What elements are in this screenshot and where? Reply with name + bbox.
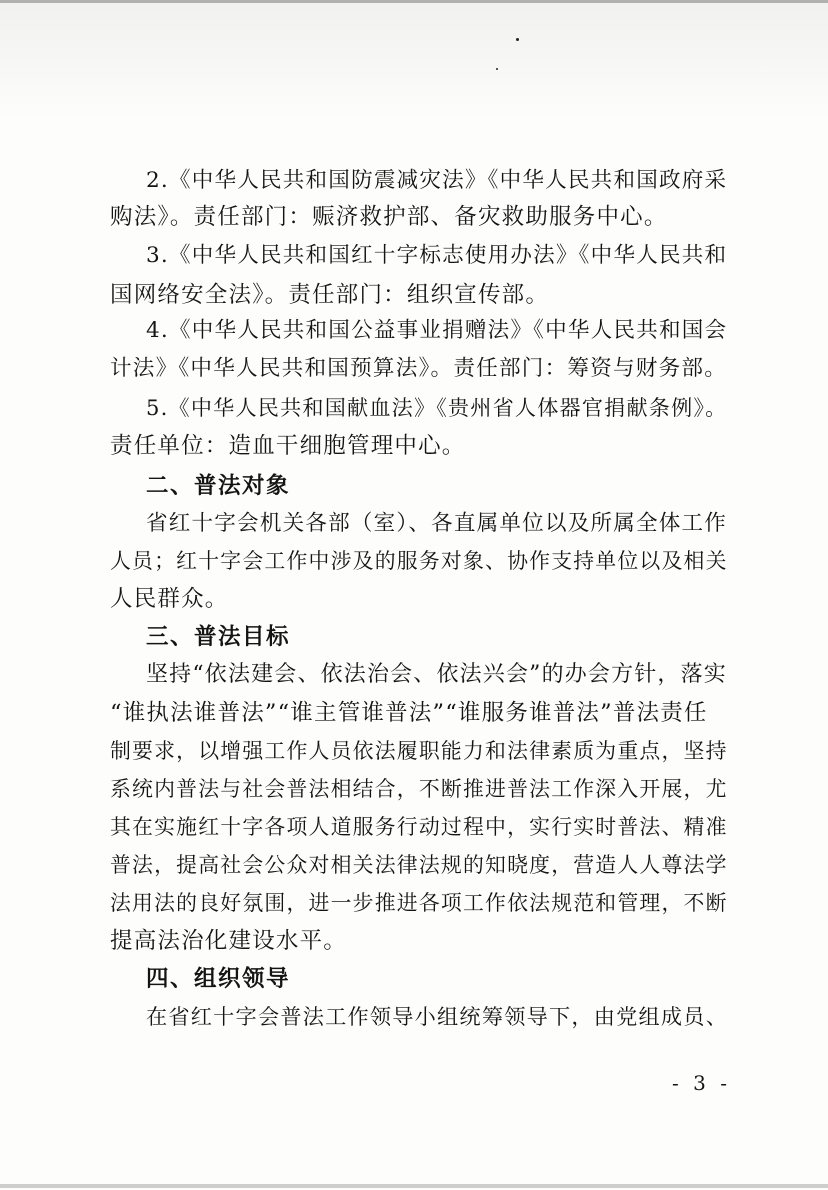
text-line: 提高法治化建设水平。 (110, 928, 348, 954)
scan-speck (496, 68, 498, 70)
text-line: 3.《中华人民共和国红十字标志使用办法》《中华人民共和 (146, 243, 728, 268)
scan-shadow (0, 0, 828, 120)
section-heading: 二、普法对象 (146, 473, 291, 499)
text-line: 人员；红十字会工作中涉及的服务对象、协作支持单位以及相关 (110, 549, 728, 573)
scan-edge-bottom (0, 1184, 828, 1188)
text-line: 其在实施红十字各项人道服务行动过程中，实行实时普法、精准 (110, 815, 728, 839)
text-line: 系统内普法与社会普法相结合，不断推进普法工作深入开展，尤 (110, 777, 728, 801)
text-line: 4.《中华人民共和国公益事业捐赠法》《中华人民共和国会 (146, 318, 728, 343)
section-heading: 四、组织领导 (146, 966, 291, 992)
text-line: 省红十字会机关各部（室）、各直属单位以及所属全体工作 (146, 511, 728, 536)
text-line: 计法》《中华人民共和国预算法》。责任部门：筹资与财务部。 (110, 356, 728, 381)
text-line: 普法，提高社会公众对相关法律法规的知晓度，营造人人尊法学 (110, 853, 728, 877)
text-line: “谁执法谁普法”“谁主管谁普法”“谁服务谁普法”普法责任 (110, 700, 708, 726)
scan-edge-top (0, 0, 828, 3)
section-heading: 三、普法目标 (146, 624, 291, 650)
scan-speck (516, 38, 519, 41)
text-line: 5.《中华人民共和国献血法》《贵州省人体器官捐献条例》。 (146, 395, 728, 420)
text-line: 购法》。责任部门：赈济救护部、备灾救助服务中心。 (110, 204, 668, 230)
text-line: 坚持“依法建会、依法治会、依法兴会”的办会方针，落实 (146, 662, 727, 687)
text-line: 人民群众。 (110, 586, 229, 612)
text-line: 法用法的良好氛围，进一步推进各项工作依法规范和管理，不断 (110, 891, 728, 915)
text-line: 制要求，以增强工作人员依法履职能力和法律素质为重点，坚持 (110, 739, 728, 763)
page-number: - 3 - (672, 1071, 731, 1095)
text-line: 国网络安全法》。责任部门：组织宣传部。 (110, 282, 550, 308)
text-line: 2.《中华人民共和国防震减灾法》《中华人民共和国政府采 (146, 168, 728, 193)
text-line: 责任单位：造血干细胞管理中心。 (110, 433, 466, 459)
text-line: 在省红十字会普法工作领导小组统筹领导下，由党组成员、 (146, 1004, 729, 1029)
